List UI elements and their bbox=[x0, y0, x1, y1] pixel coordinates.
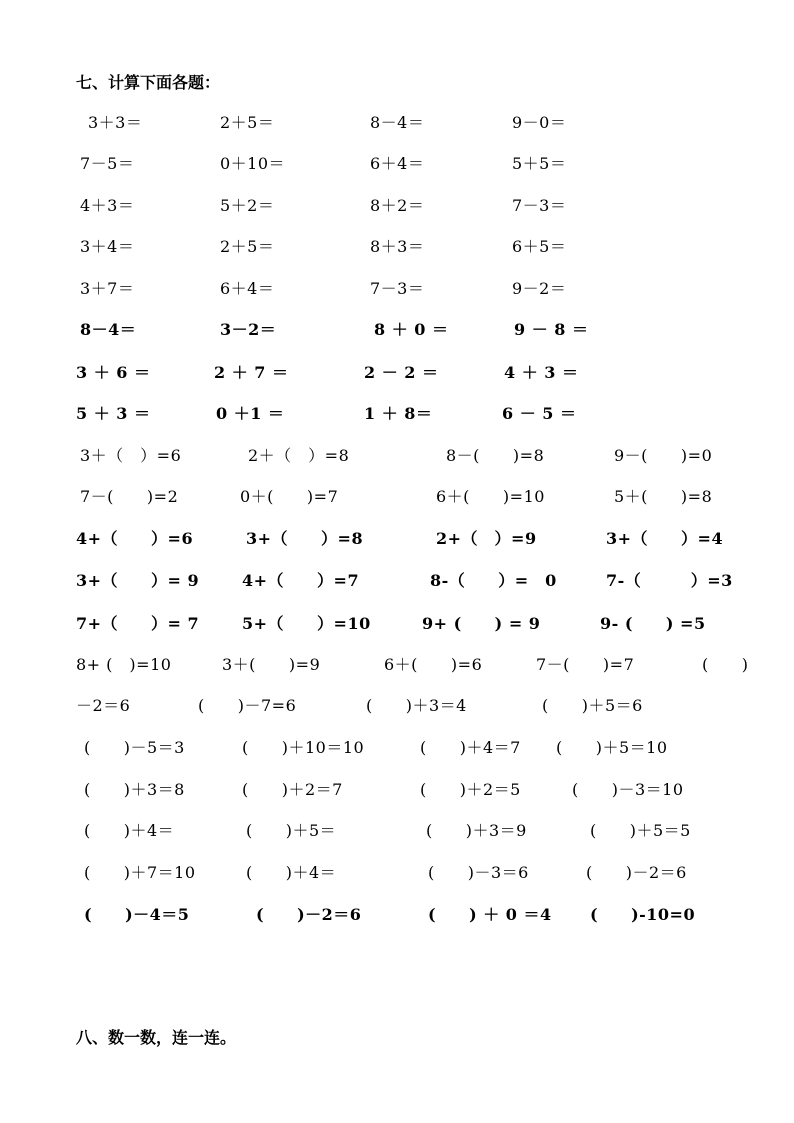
exercise-row bbox=[0, 193, 794, 223]
math-problem: ( )＋10＝10 bbox=[242, 738, 365, 757]
math-problem: 3＋3＝ bbox=[88, 113, 143, 132]
math-problem: 0 ＋1 ＝ bbox=[216, 404, 285, 423]
exercise-row bbox=[0, 818, 794, 848]
math-problem: ( )＋5＝ bbox=[246, 821, 337, 840]
math-problem: 5＋( )=8 bbox=[614, 487, 713, 506]
math-problem: ( )＋5＝5 bbox=[590, 821, 691, 840]
math-problem: 8－( )=8 bbox=[446, 446, 545, 465]
exercise-row bbox=[0, 735, 794, 765]
math-problem: ( )－7=6 bbox=[198, 696, 297, 715]
math-problem: 8-（ ）= 0 bbox=[430, 571, 557, 590]
math-problem: ( )＋4＝ bbox=[246, 863, 337, 882]
math-problem: 3＋7＝ bbox=[80, 279, 135, 298]
math-problem: 6＋5＝ bbox=[512, 237, 567, 256]
math-problem: ( )-10=0 bbox=[590, 905, 696, 924]
math-problem: 8＋3＝ bbox=[370, 237, 425, 256]
math-problem: 2＋（ ）=8 bbox=[248, 446, 350, 465]
math-problem: 3＋4＝ bbox=[80, 237, 135, 256]
math-problem: 6＋( )=6 bbox=[384, 655, 483, 674]
exercise-row bbox=[0, 693, 794, 723]
math-problem: 7－( )=2 bbox=[80, 487, 179, 506]
math-problem: 6 － 5 ＝ bbox=[502, 404, 577, 423]
exercise-row bbox=[0, 276, 794, 306]
math-problem: 7-（ ）=3 bbox=[606, 571, 733, 590]
math-problem: 7－3＝ bbox=[370, 279, 425, 298]
math-problem: 5＋5＝ bbox=[512, 154, 567, 173]
math-problem: 9－0＝ bbox=[512, 113, 567, 132]
math-problem: ( ) ＋ 0 ＝4 bbox=[428, 905, 552, 924]
exercise-row bbox=[0, 484, 794, 514]
math-problem: 7－( )=7 bbox=[536, 655, 635, 674]
math-problem: 7－3＝ bbox=[512, 196, 567, 215]
math-problem: 3+（ ）= 9 bbox=[76, 571, 200, 590]
math-problem: 8 ＋ 0 ＝ bbox=[374, 320, 449, 339]
exercise-row bbox=[0, 652, 794, 682]
math-problem: ( )＋5＝6 bbox=[542, 696, 643, 715]
exercise-row bbox=[0, 151, 794, 181]
section-8-title: 八、数一数，连一连。 bbox=[76, 1028, 237, 1047]
math-problem: ( )－2＝6 bbox=[586, 863, 687, 882]
math-problem: ( )－3＝6 bbox=[428, 863, 529, 882]
exercise-row bbox=[0, 317, 794, 347]
math-problem: 2 ＋ 7 ＝ bbox=[214, 363, 289, 382]
exercise-row bbox=[0, 860, 794, 890]
math-problem: 9+ ( ) = 9 bbox=[422, 614, 541, 633]
math-problem: 5＋2＝ bbox=[220, 196, 275, 215]
math-problem: 2＋5＝ bbox=[220, 237, 275, 256]
math-problem: 0＋( )=7 bbox=[240, 487, 339, 506]
math-problem: －2＝6 bbox=[76, 696, 131, 715]
exercise-row bbox=[0, 902, 794, 932]
math-problem: 6＋4＝ bbox=[370, 154, 425, 173]
math-problem: ( )＋4＝ bbox=[84, 821, 175, 840]
exercise-row bbox=[0, 110, 794, 140]
math-problem: 3＋( )=9 bbox=[222, 655, 321, 674]
math-problem: ( )－2＝6 bbox=[256, 905, 362, 924]
math-problem: 5+（ ）=10 bbox=[242, 614, 371, 633]
exercise-row bbox=[0, 234, 794, 264]
math-problem: ( )＋3＝9 bbox=[426, 821, 527, 840]
math-problem: 4+（ ）=6 bbox=[76, 529, 194, 548]
exercise-row bbox=[0, 360, 794, 390]
exercise-row bbox=[0, 568, 794, 598]
exercise-row bbox=[0, 611, 794, 641]
math-problem: 6＋( )=10 bbox=[436, 487, 545, 506]
math-problem: 2 － 2 ＝ bbox=[364, 363, 439, 382]
math-problem: ( )＋3＝4 bbox=[366, 696, 467, 715]
math-problem: ( )－4＝5 bbox=[84, 905, 190, 924]
math-problem: ( )＋4＝7 bbox=[420, 738, 521, 757]
math-problem: 2+（ ）=9 bbox=[436, 529, 537, 548]
math-problem: 0＋10＝ bbox=[220, 154, 286, 173]
math-problem: 9－2＝ bbox=[512, 279, 567, 298]
math-problem: 8+ ( )=10 bbox=[76, 655, 172, 674]
exercise-row bbox=[0, 401, 794, 431]
math-problem: ( )＋2＝7 bbox=[242, 780, 343, 799]
math-problem: 3+（ ）=4 bbox=[606, 529, 724, 548]
math-problem: ( )＋2＝5 bbox=[420, 780, 521, 799]
math-problem: 4＋3＝ bbox=[80, 196, 135, 215]
math-problem: 3－2＝ bbox=[220, 320, 277, 339]
math-problem: 4+（ ）=7 bbox=[242, 571, 360, 590]
math-problem: ( ) bbox=[702, 655, 749, 674]
math-problem: 8＋2＝ bbox=[370, 196, 425, 215]
math-problem: 7+（ ）= 7 bbox=[76, 614, 200, 633]
exercise-row bbox=[0, 777, 794, 807]
math-problem: 3＋（ ）=6 bbox=[80, 446, 182, 465]
math-problem: 9- ( ) =5 bbox=[600, 614, 706, 633]
math-problem: 8－4＝ bbox=[370, 113, 425, 132]
math-problem: ( )＋5＝10 bbox=[556, 738, 668, 757]
exercise-row bbox=[0, 526, 794, 556]
math-problem: 9 － 8 ＝ bbox=[514, 320, 589, 339]
math-problem: ( )＋3＝8 bbox=[84, 780, 185, 799]
math-problem: 4 ＋ 3 ＝ bbox=[504, 363, 579, 382]
section-7-title: 七、计算下面各题： bbox=[76, 73, 221, 92]
math-problem: 1 ＋ 8＝ bbox=[364, 404, 433, 423]
math-problem: ( )＋7＝10 bbox=[84, 863, 196, 882]
math-problem: 3 ＋ 6 ＝ bbox=[76, 363, 151, 382]
math-problem: 3+（ ）=8 bbox=[246, 529, 364, 548]
math-problem: 6＋4＝ bbox=[220, 279, 275, 298]
math-problem: 2＋5＝ bbox=[220, 113, 275, 132]
math-problem: 9－( )=0 bbox=[614, 446, 713, 465]
math-problem: ( )－5＝3 bbox=[84, 738, 185, 757]
math-problem: 8－4＝ bbox=[80, 320, 137, 339]
exercise-row bbox=[0, 443, 794, 473]
math-problem: ( )－3＝10 bbox=[572, 780, 684, 799]
math-problem: 7－5＝ bbox=[80, 154, 135, 173]
math-problem: 5 ＋ 3 ＝ bbox=[76, 404, 151, 423]
